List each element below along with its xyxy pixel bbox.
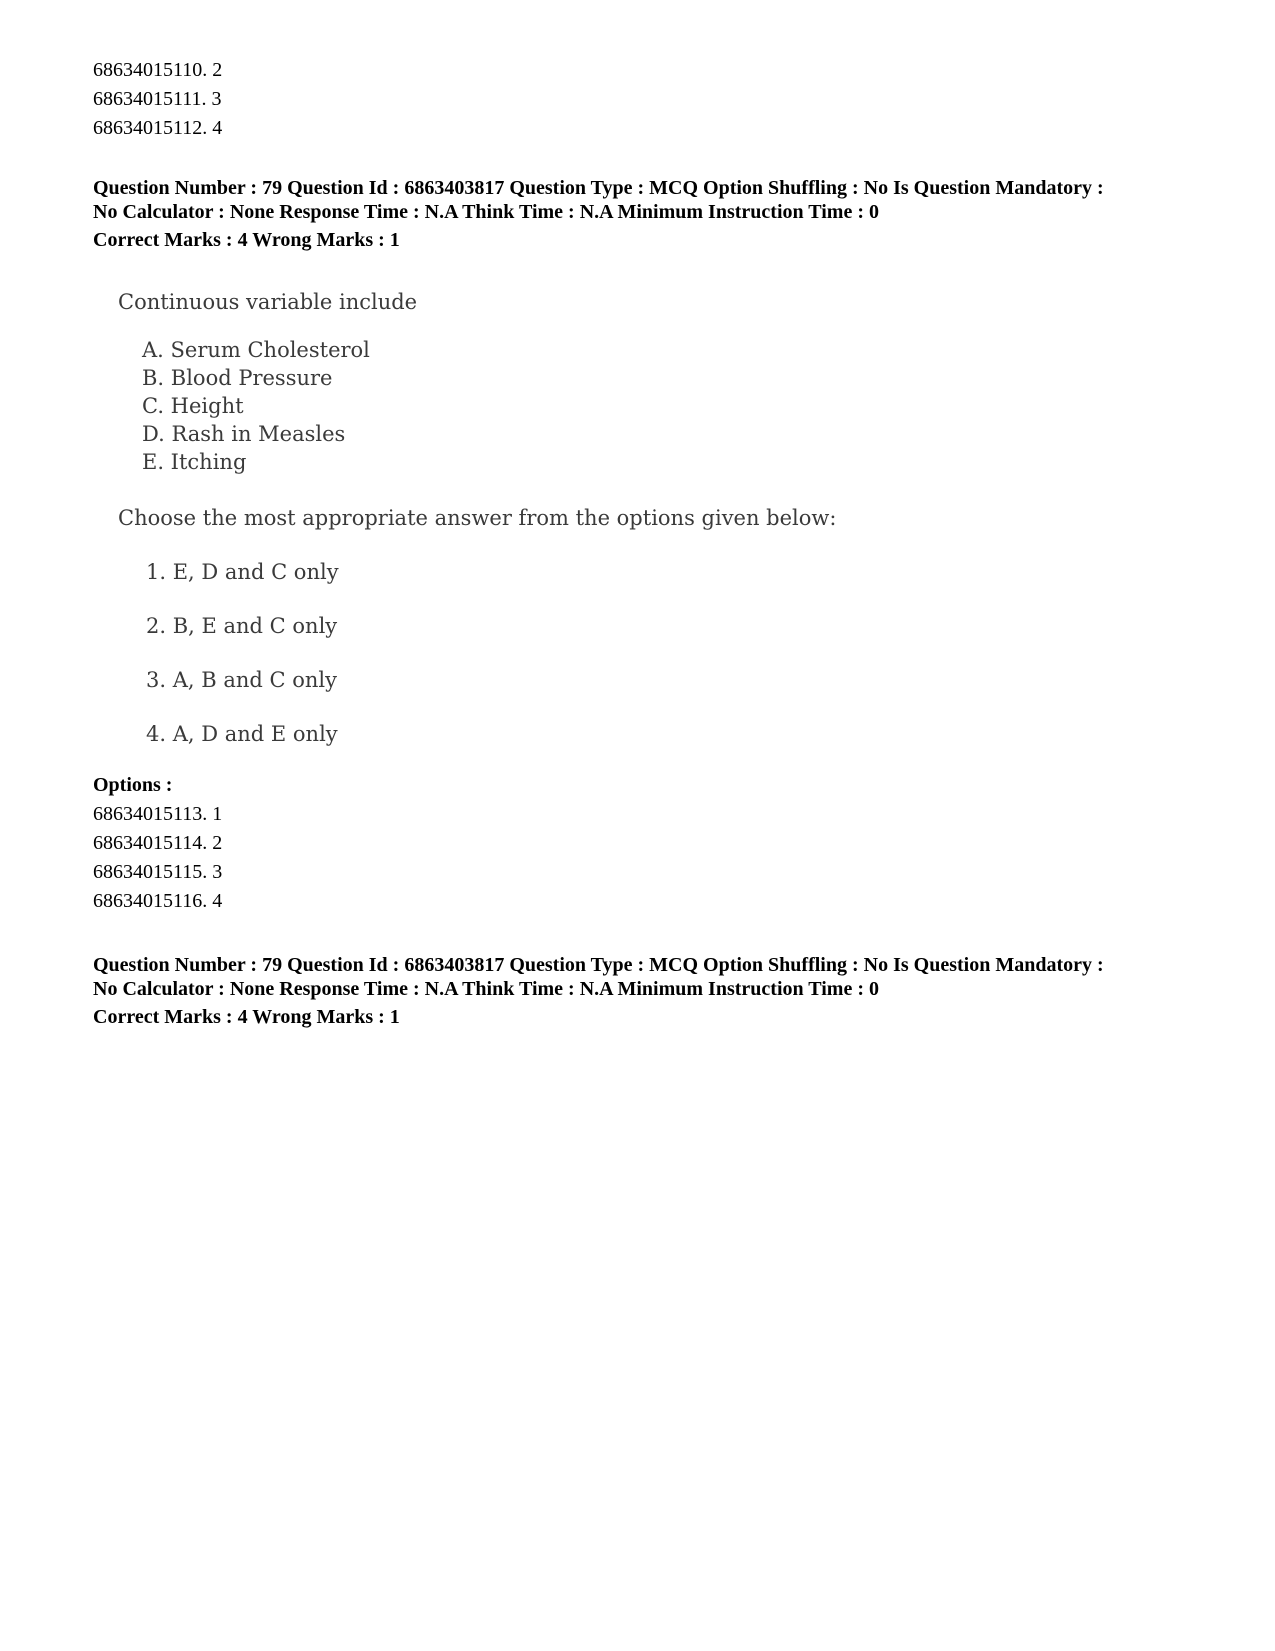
statement-item: E. Itching (142, 450, 247, 474)
option-line: 68634015114. 2 (93, 832, 223, 854)
option-line: 68634015116. 4 (93, 890, 223, 912)
answer-choice: 3. A, B and C only (146, 668, 337, 692)
question-stem: Continuous variable include (118, 290, 418, 314)
answer-choice: 1. E, D and C only (146, 560, 339, 584)
option-line: 68634015115. 3 (93, 861, 223, 883)
question-meta-block (93, 953, 1213, 1032)
statement-item: B. Blood Pressure (142, 366, 333, 390)
marks-line: Correct Marks : 4 Wrong Marks : 1 (93, 1006, 400, 1028)
option-line: 68634015110. 2 (93, 59, 223, 81)
options-label: Options : (93, 774, 173, 796)
statement-item: C. Height (142, 394, 244, 418)
option-line: 68634015112. 4 (93, 117, 223, 139)
question-meta-line-2: No Calculator : None Response Time : N.A Think Time : N.A Minimum Instruction Time : 0 (93, 978, 879, 1000)
option-line: 68634015113. 1 (93, 803, 223, 825)
answer-choice: 4. A, D and E only (146, 722, 338, 746)
question-image (100, 280, 837, 760)
answer-choice: 2. B, E and C only (146, 614, 338, 638)
marks-line: Correct Marks : 4 Wrong Marks : 1 (93, 229, 400, 251)
option-line: 68634015111. 3 (93, 88, 222, 110)
question-meta-block (93, 176, 1213, 255)
statement-item: A. Serum Cholesterol (142, 338, 370, 362)
statement-item: D. Rash in Measles (142, 422, 346, 446)
options-list (93, 800, 222, 916)
previous-options-list (93, 56, 222, 143)
question-meta-line-2: No Calculator : None Response Time : N.A Think Time : N.A Minimum Instruction Time : 0 (93, 201, 879, 223)
question-meta-line-1: Question Number : 79 Question Id : 6863403817 Question Type : MCQ Option Shuffling : No Is Question Mandatory : (93, 177, 1104, 199)
question-instruction: Choose the most appropriate answer from the options given below: (118, 506, 837, 530)
question-meta-line-1: Question Number : 79 Question Id : 6863403817 Question Type : MCQ Option Shuffling : No Is Question Mandatory : (93, 954, 1104, 976)
